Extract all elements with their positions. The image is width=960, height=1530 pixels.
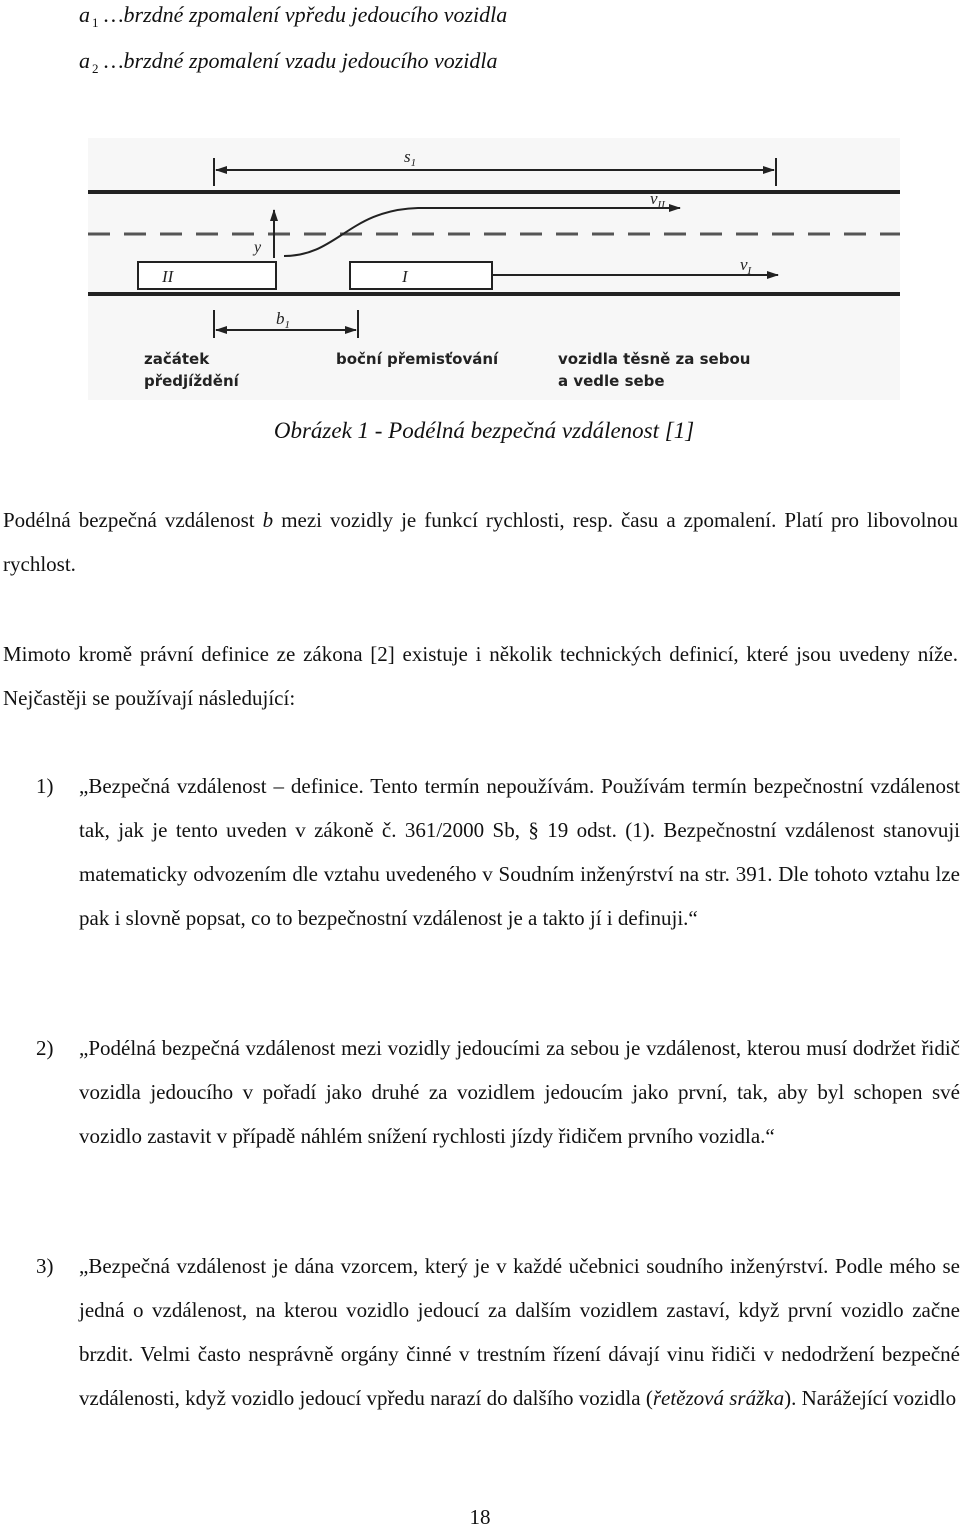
list-item-number: 2) — [36, 1036, 54, 1060]
v1-label: $v_I$ — [740, 255, 752, 277]
s1-label: $s_1$ — [404, 147, 417, 169]
list-item-text-part: „Bezpečná vzdálenost je dána vzorcem, který je v každé učebnici soudního inženýrství. Podle mého se jedná o vzdálenost, na kterou vozidlo jedoucí za dalším vozidlem zastaví, když první vozidlo začne brzdit. Velmi často nesprávně orgány činné v trestním řízení dávají vinu řidiči v nedodržení bezpečné vzdálenosti, když vozidlo jedoucí vpředu narazí do dalšího vozidla ( — [79, 1254, 960, 1410]
list-item-text: „Podélná bezpečná vzdálenost mezi vozidly jedoucími za sebou je vzdálenost, kterou musí dodržet řidič vozidla jedoucího v pořadí jako druhé za vozidlem jedoucím jako první, tak, aby byl schopen své vozidlo zastavit v případě náhlém snížení rychlosti jízdy řidičem prvního vozidla.“ — [79, 1036, 960, 1148]
label-start-line1: začátek — [144, 350, 210, 368]
vehicle-front — [350, 262, 492, 289]
v2-label: $v_{II}$ — [650, 189, 665, 211]
vehicle-front-label: I — [402, 267, 408, 286]
paragraph-1 — [3, 498, 958, 586]
definition-a1 — [79, 2, 507, 31]
definition-text: …brzdné zpomalení vpředu jedoucího vozidla — [104, 2, 508, 27]
overtaking-diagram-svg — [88, 138, 900, 400]
definition-a2 — [79, 48, 498, 77]
list-item-italic: řetězová srážka — [652, 1386, 785, 1410]
definition-symbol: a — [79, 2, 90, 27]
list-item-2 — [36, 1026, 960, 1158]
definition-subscript: 2 — [92, 61, 99, 76]
overtaking-diagram — [88, 138, 900, 400]
list-item-text-part: ). Narážející vozidlo — [784, 1386, 957, 1410]
list-item-number: 3) — [36, 1254, 54, 1278]
list-item-text — [79, 1244, 960, 1420]
definition-text: …brzdné zpomalení vzadu jedoucího vozidla — [104, 48, 498, 73]
symbol-b: b — [262, 508, 274, 532]
paragraph-2: Mimoto kromě právní definice ze zákona [2] existuje i několik technických definicí, které jsou uvedeny níže. Nejčastěji se používají následující: — [3, 642, 958, 710]
y-label: y — [254, 239, 262, 256]
page-number: 18 — [469, 1505, 491, 1529]
paragraph-text: mezi vozidly je funkcí rychlosti, resp. času a zpomalení. Platí pro libovolnou rychlost. — [3, 508, 958, 576]
vehicle-rear-label: II — [162, 267, 174, 286]
list-item-3 — [36, 1244, 960, 1420]
definition-symbol: a — [79, 48, 90, 73]
definition-subscript: 1 — [92, 15, 99, 30]
list-item-1 — [36, 764, 960, 940]
list-item-text: „Bezpečná vzdálenost – definice. Tento termín nepoužívám. Používám termín bezpečnostní vzdálenost tak, jak je tento uveden v zákoně č. 361/2000 Sb, § 19 odst. (1). Bezpečnostní vzdálenost stanovuji matematicky odvozením dle vztahu uvedeného v Soudním inženýrství na str. 391. Dle tohoto vztahu lze pak i slovně popsat, co to bezpečnostní vzdálenost je a takto jí i definuji.“ — [79, 774, 960, 930]
label-adjacent-line2: a vedle sebe — [558, 372, 665, 390]
list-item-number: 1) — [36, 774, 54, 798]
figure-caption: Obrázek 1 - Podélná bezpečná vzdálenost [1] — [273, 418, 695, 443]
label-side: boční přemisťování — [336, 350, 499, 368]
label-adjacent-line1: vozidla těsně za sebou — [558, 350, 751, 368]
paragraph-text: Podélná bezpečná vzdálenost — [3, 508, 263, 532]
label-start-line2: předjíždění — [144, 372, 239, 390]
b1-label: $b_1$ — [276, 309, 290, 331]
vehicle-rear — [138, 262, 276, 289]
